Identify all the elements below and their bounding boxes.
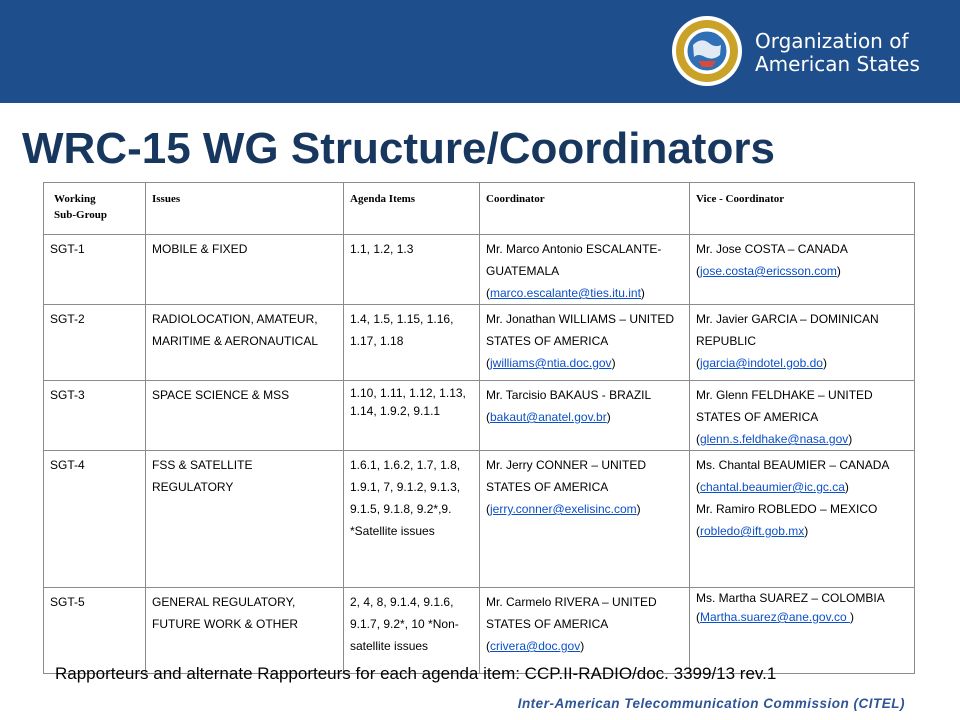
header-agenda-items: Agenda Items [344, 183, 480, 235]
cell-agenda-items: 1.1, 1.2, 1.3 [344, 235, 480, 305]
coordinator-email-link[interactable]: bakaut@anatel.gov.br [490, 410, 607, 424]
slide-title: WRC-15 WG Structure/Coordinators [22, 124, 775, 173]
vice-coordinator-name: Ms. Chantal BEAUMIER – CANADA [696, 458, 890, 472]
oas-seal-icon [671, 15, 743, 87]
vice-coordinator-email-link[interactable]: jgarcia@indotel.gob.do [700, 356, 823, 370]
cell-sub-group: SGT-4 [44, 451, 146, 588]
cell-coordinator: Mr. Jonathan WILLIAMS – UNITED STATES OF AMERICA (jwilliams@ntia.doc.gov) [480, 305, 690, 381]
cell-vice-coordinator: Mr. Jose COSTA – CANADA (jose.costa@ericsson.com) [690, 235, 915, 305]
header-vice-coordinator: Vice - Coordinator [690, 183, 915, 235]
org-name-line2: American States [755, 52, 920, 76]
cell-vice-coordinator: Mr. Glenn FELDHAKE – UNITED STATES OF AMERICA (glenn.s.feldhake@nasa.gov) [690, 381, 915, 451]
cell-coordinator: Mr. Jerry CONNER – UNITED STATES OF AMERICA (jerry.conner@exelisinc.com) [480, 451, 690, 588]
table-row [44, 451, 915, 588]
coordinator-name: Mr. Marco Antonio ESCALANTE-GUATEMALA [486, 242, 662, 278]
rapporteurs-note: Rapporteurs and alternate Rapporteurs for each agenda item: CCP.II-RADIO/doc. 3399/13 rev.1 [55, 664, 777, 683]
cell-coordinator: Mr. Tarcisio BAKAUS - BRAZIL (bakaut@anatel.gov.br) [480, 381, 690, 451]
coordinator-email-link[interactable]: jerry.conner@exelisinc.com [490, 502, 637, 516]
table-header-row [44, 183, 915, 235]
working-group-table [43, 182, 915, 674]
table-row [44, 235, 915, 305]
table-row [44, 588, 915, 674]
header-wsg-line2: Sub-Group [54, 209, 107, 221]
vice-coordinator-name: Mr. Javier GARCIA – DOMINICAN REPUBLIC [696, 312, 879, 348]
cell-sub-group: SGT-3 [44, 381, 146, 451]
header-issues: Issues [146, 183, 344, 235]
table-row [44, 305, 915, 381]
org-name-line1: Organization of [755, 29, 909, 53]
coordinator-name: Mr. Carmelo RIVERA – UNITED STATES OF AMERICA [486, 595, 657, 631]
cell-issues: GENERAL REGULATORY, FUTURE WORK & OTHER [146, 588, 344, 674]
vice-coordinator-email-link[interactable]: glenn.s.feldhake@nasa.gov [700, 432, 849, 446]
vice-coordinator-name: Ms. Martha SUAREZ – COLOMBIA [696, 591, 885, 605]
cell-agenda-items: 2, 4, 8, 9.1.4, 9.1.6, 9.1.7, 9.2*, 10 *Non-satellite issues [344, 588, 480, 674]
vice-coordinator-2-email-link[interactable]: robledo@ift.gob.mx [700, 524, 805, 538]
vice-coordinator-2-name: Mr. Ramiro ROBLEDO – MEXICO [696, 502, 878, 516]
coordinator-name: Mr. Jonathan WILLIAMS – UNITED STATES OF AMERICA [486, 312, 675, 348]
vice-coordinator-email-link[interactable]: jose.costa@ericsson.com [700, 264, 837, 278]
citel-footer: Inter-American Telecommunication Commission (CITEL) [517, 696, 905, 711]
coordinator-name: Mr. Tarcisio BAKAUS - BRAZIL [486, 388, 652, 402]
vice-coordinator-email-link[interactable]: Martha.suarez@ane.gov.co [700, 610, 851, 624]
cell-agenda-items: 1.6.1, 1.6.2, 1.7, 1.8, 1.9.1, 7, 9.1.2, 9.1.3, 9.1.5, 9.1.8, 9.2*,9. *Satellite issues [344, 451, 480, 588]
cell-agenda-items: 1.10, 1.11, 1.12, 1.13, 1.14, 1.9.2, 9.1.1 [344, 381, 480, 451]
coordinator-email-link[interactable]: marco.escalante@ties.itu.int [490, 286, 641, 300]
cell-coordinator: Mr. Carmelo RIVERA – UNITED STATES OF AMERICA (crivera@doc.gov) [480, 588, 690, 674]
vice-coordinator-name: Mr. Jose COSTA – CANADA [696, 242, 848, 256]
header-coordinator: Coordinator [480, 183, 690, 235]
cell-issues: FSS & SATELLITE REGULATORY [146, 451, 344, 588]
vice-coordinator-name: Mr. Glenn FELDHAKE – UNITED STATES OF AMERICA [696, 388, 873, 424]
cell-sub-group: SGT-5 [44, 588, 146, 674]
coordinator-email-link[interactable]: jwilliams@ntia.doc.gov [490, 356, 612, 370]
cell-issues: MOBILE & FIXED [146, 235, 344, 305]
header-wsg-line1: Working [54, 193, 96, 205]
coordinator-name: Mr. Jerry CONNER – UNITED STATES OF AMERICA [486, 458, 647, 494]
header-working-sub-group [44, 183, 146, 235]
cell-sub-group: SGT-1 [44, 235, 146, 305]
organization-name [755, 30, 920, 76]
cell-issues: RADIOLOCATION, AMATEUR, MARITIME & AERONAUTICAL [146, 305, 344, 381]
cell-vice-coordinator: Ms. Chantal BEAUMIER – CANADA (chantal.beaumier@ic.gc.ca) Mr. Ramiro ROBLEDO – MEXICO (robledo@ift.gob.mx) [690, 451, 915, 588]
table-row [44, 381, 915, 451]
cell-issues: SPACE SCIENCE & MSS [146, 381, 344, 451]
coordinator-email-link[interactable]: crivera@doc.gov [490, 639, 581, 653]
cell-vice-coordinator: Ms. Martha SUAREZ – COLOMBIA (Martha.suarez@ane.gov.co ) [690, 588, 915, 674]
cell-coordinator: Mr. Marco Antonio ESCALANTE-GUATEMALA (marco.escalante@ties.itu.int) [480, 235, 690, 305]
cell-agenda-items: 1.4, 1.5, 1.15, 1.16, 1.17, 1.18 [344, 305, 480, 381]
header-banner [0, 0, 960, 103]
cell-sub-group: SGT-2 [44, 305, 146, 381]
cell-vice-coordinator: Mr. Javier GARCIA – DOMINICAN REPUBLIC (jgarcia@indotel.gob.do) [690, 305, 915, 381]
vice-coordinator-email-link[interactable]: chantal.beaumier@ic.gc.ca [700, 480, 845, 494]
